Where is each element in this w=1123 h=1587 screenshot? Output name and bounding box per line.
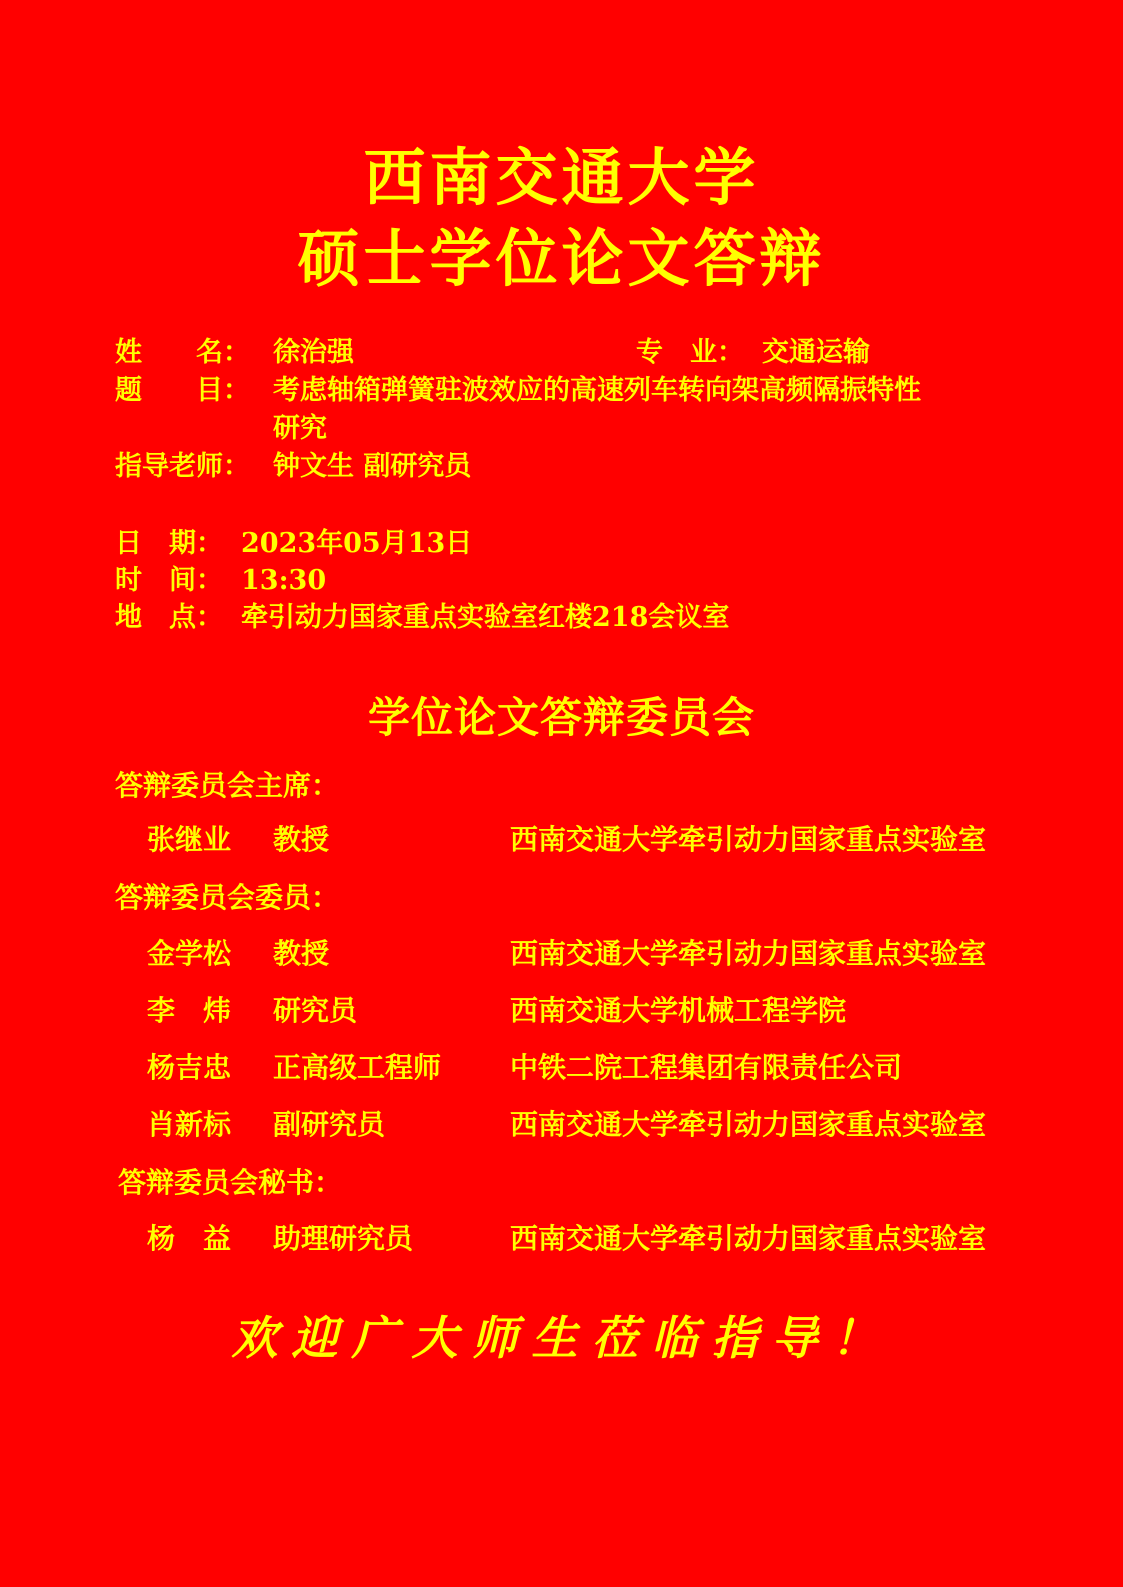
- member-org: 西南交通大学牵引动力国家重点实验室: [510, 1108, 987, 1141]
- secretary-title: 助理研究员: [273, 1222, 414, 1255]
- members-label: 答辩委员会委员：: [115, 881, 340, 914]
- member-name: 肖新标: [147, 1108, 232, 1141]
- defense-date: 2023年05月13日: [241, 528, 473, 559]
- defense-title: 硕士学位论文答辩: [297, 222, 826, 295]
- member-org: 西南交通大学机械工程学院: [510, 994, 847, 1027]
- advisor-label: 指导老师：: [115, 451, 250, 482]
- member-org: 中铁二院工程集团有限责任公司: [510, 1051, 903, 1084]
- date-label: 日 期：: [115, 528, 223, 559]
- chair-name: 张继业: [147, 823, 232, 856]
- chair-label: 答辩委员会主席：: [115, 769, 340, 802]
- defense-time: 13:30: [241, 565, 327, 596]
- topic-line-1: 考虑轴箱弹簧驻波效应的高速列车转向架高频隔振特性: [273, 375, 921, 406]
- member-org: 西南交通大学牵引动力国家重点实验室: [510, 937, 987, 970]
- chair-org: 西南交通大学牵引动力国家重点实验室: [510, 823, 987, 856]
- secretary-name: 杨 益: [147, 1222, 232, 1255]
- member-name: 杨吉忠: [147, 1051, 232, 1084]
- member-title: 研究员: [273, 994, 358, 1027]
- member-title: 正高级工程师: [273, 1051, 442, 1084]
- member-name: 金学松: [147, 937, 232, 970]
- member-title: 副研究员: [273, 1108, 386, 1141]
- candidate-major: 交通运输: [762, 337, 870, 368]
- topic-label: 题 目：: [115, 375, 250, 406]
- topic-line-2: 研究: [273, 413, 327, 444]
- member-name: 李 炜: [147, 994, 232, 1027]
- name-label: 姓 名：: [115, 337, 250, 368]
- chair-title: 教授: [273, 823, 330, 856]
- place-label: 地 点：: [115, 602, 223, 633]
- committee-title: 学位论文答辩委员会: [367, 693, 755, 742]
- defense-place: 牵引动力国家重点实验室红楼218会议室: [241, 602, 730, 633]
- university-title: 西南交通大学: [363, 141, 760, 214]
- candidate-name: 徐治强: [273, 337, 354, 368]
- time-label: 时 间：: [115, 565, 223, 596]
- member-title: 教授: [273, 937, 330, 970]
- secretary-org: 西南交通大学牵引动力国家重点实验室: [510, 1222, 987, 1255]
- welcome-message: 欢迎广大师生莅临指导！: [231, 1311, 892, 1365]
- advisor: 钟文生 副研究员: [273, 451, 472, 482]
- secretary-label: 答辩委员会秘书：: [118, 1166, 343, 1199]
- major-label: 专 业：: [636, 337, 744, 368]
